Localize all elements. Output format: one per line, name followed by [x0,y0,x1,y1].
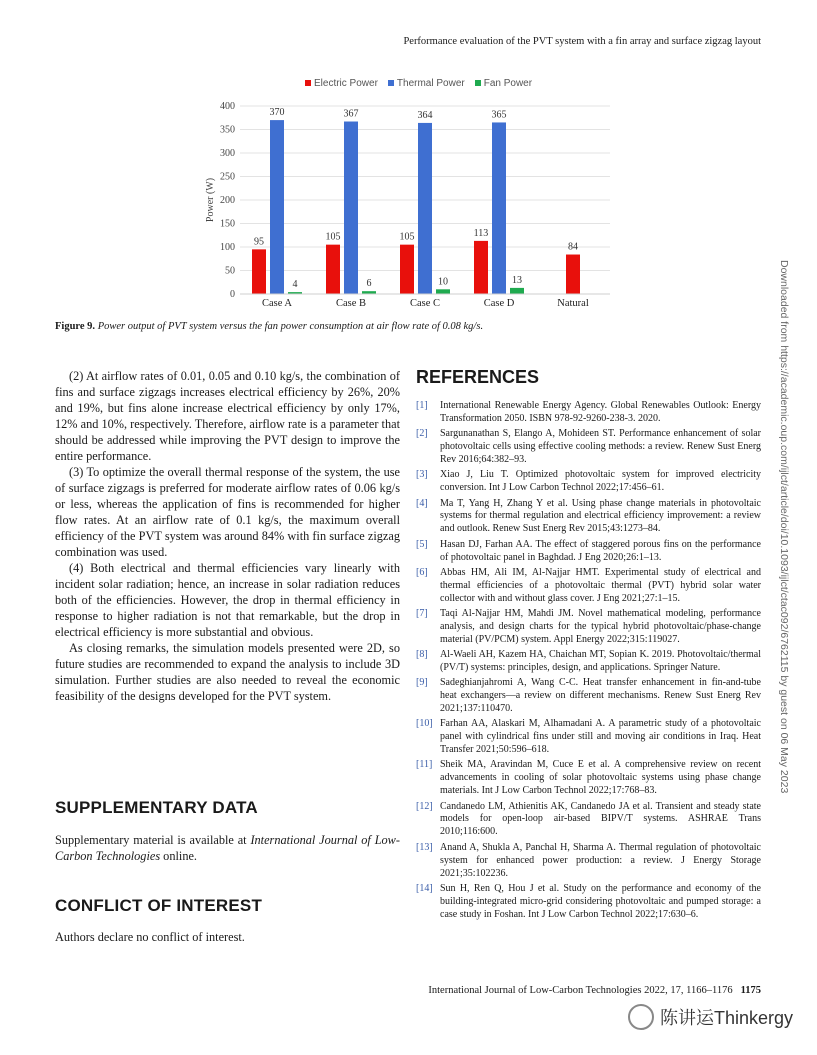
y-tick-label: 50 [225,265,235,277]
download-note: Downloaded from https://academic.oup.com/ijlct/article/doi/10.1093/ijlct/ctac092/6762115 by guest on 06 May 2023 [778,260,790,794]
page-number: 1175 [740,985,761,996]
y-tick-label: 200 [220,195,235,206]
figure-caption [55,321,483,332]
reference-number[interactable]: [3] [416,469,428,481]
reference-text: Sheik MA, Aravindan M, Cuce E et al. A comprehensive review on recent advancements in cooling of solar photovoltaic systems using phase change materials. Int J Low Carbon Technol 2022;17:768–83. [440,759,761,797]
reference-item [416,400,761,426]
conflict-heading: CONFLICT OF INTEREST [55,896,263,915]
data-label: 4 [292,279,298,291]
data-label: 370 [269,107,285,119]
legend-electric: Electric Power [305,78,378,89]
reference-number[interactable]: [5] [416,538,428,550]
reference-item [416,469,761,495]
reference-item [416,539,761,565]
watermark-text: 陈讲运Thinkergy [659,1008,793,1028]
reference-number[interactable]: [9] [416,677,428,689]
reference-item [416,608,761,647]
reference-item [416,759,761,798]
references-list [416,400,761,924]
figure-label: Figure 9. [55,321,96,332]
reference-text: International Renewable Energy Agency. Global Renewables Outlook: Energy Transformation 2050. ISBN 978-92-9260-238-3. 2020. [440,400,761,424]
y-tick-label: 400 [220,101,235,112]
y-tick-label: 150 [220,218,235,230]
data-label: 364 [417,109,433,121]
legend-thermal: Thermal Power [388,78,465,89]
data-label: 13 [512,274,522,286]
data-label: 10 [438,276,448,288]
journal-name: International Journal of Low-Carbon Technologies [55,833,400,863]
bar-electric-power [400,245,414,294]
reference-number[interactable]: [14] [416,882,433,894]
reference-text: Sun H, Ren Q, Hou J et al. Study on the performance and economy of the building-integrated micro-grid considering photovoltaic and pumped storage: a case study in Foshan. Int J Low Carbon Technol 2022;17:630–6. [440,882,761,920]
y-tick-label: 0 [230,289,235,300]
reference-text: Al-Waeli AH, Kazem HA, Chaichan MT, Sopian K. 2019. Photovoltaic/thermal (PV/T) systems: principles, design, and applications. Springer Nature. [440,649,761,673]
reference-number[interactable]: [12] [416,800,433,812]
reference-number[interactable]: [8] [416,649,428,661]
x-tick-label: Case B [335,298,367,309]
bar-fan-power [510,288,524,294]
bar-fan-power [436,289,450,294]
data-label: 367 [343,108,359,120]
reference-text: Sadeghianjahromi A, Wang C-C. Heat transfer enhancement in fin-and-tube heat exchangers—a review on different mechanisms. Renew Sust Energ Rev 2021;137:110470. [440,677,761,715]
body-paragraph: (2) At airflow rates of 0.01, 0.05 and 0.10 kg/s, the combination of fins and surface zigzags increases electrical efficiency by 26%, 20% and 19%, but fins alone increase electrical efficiency by only 17%, 12% and 10%, respectively. Therefore, airflow rate is a parameter that should be addressed while improving the PVT design to improve the entire performance. [55,369,400,463]
reference-item [416,883,761,922]
footer-citation: International Journal of Low-Carbon Technologies 2022, 17, 1166–1176 [428,985,733,996]
bar-thermal-power [344,122,358,294]
data-label: 6 [366,278,372,290]
data-label: 95 [254,236,264,248]
reference-text: Ma T, Yang H, Zhang Y et al. Using phase change materials in photovoltaic systems for thermal regulation and electrical efficiency improvement: a review and outlook. Renew Sust Energ Rev 2015;43:1273–84. [440,497,761,535]
data-label: 365 [491,109,507,121]
reference-item [416,649,761,675]
supplementary-text: Supplementary material is available at International Journal of Low-Carbon Technologies online. [55,833,400,863]
figure-caption-text: Power output of PVT system versus the fan power consumption at air flow rate of 0.08 kg/s. [97,321,484,332]
y-axis-label: Power (W) [205,177,216,223]
reference-text: Xiao J, Liu T. Optimized photovoltaic system for improved electricity conversion. Int J Low Carbon Technol 2022;17:456–61. [440,469,761,494]
bar-electric-power [474,241,488,294]
reference-text: Anand A, Shukla A, Panchal H, Sharma A. Thermal regulation of photovoltaic system for enhanced power production: a review. J Energy Storage 2021;35:102236. [440,841,761,879]
reference-item [416,718,761,757]
data-label: 105 [325,231,341,243]
reference-number[interactable]: [6] [416,566,428,578]
reference-number[interactable]: [4] [416,497,428,509]
bar-thermal-power [270,120,284,294]
bar-electric-power [566,255,580,294]
references-heading: REFERENCES [416,367,540,387]
wechat-icon [628,1004,654,1030]
y-tick-label: 350 [220,124,235,136]
reference-text: Abbas HM, Ali IM, Al-Najjar HMT. Experimental study of electrical and thermal efficiencies of a photovoltaic thermal (PVT) hybrid solar water collector with and without glass cover. J Eng 2021;27:1–15. [440,566,761,604]
reference-number[interactable]: [7] [416,607,428,619]
reference-text: Farhan AA, Alaskari M, Alhamadani A. A parametric study of a photovoltaic panel with cylindrical fins under still and moving air conditions in Iraq. Heat Transfer 2021;50:596–618. [440,718,761,756]
y-tick-label: 300 [220,148,235,159]
bar-electric-power [326,245,340,294]
reference-item [416,567,761,606]
reference-item [416,801,761,840]
bar-thermal-power [492,122,506,294]
conflict-text: Authors declare no conflict of interest. [55,930,245,944]
legend-fan: Fan Power [475,78,532,89]
watermark [628,1004,793,1030]
footer [428,985,761,996]
supplementary-heading: SUPPLEMENTARY DATA [55,798,258,817]
running-head: Performance evaluation of the PVT system with a fin array and surface zigzag layout [403,36,761,47]
bar-electric-power [252,249,266,294]
x-tick-label: Natural [557,298,589,309]
x-tick-label: Case C [409,298,441,309]
x-tick-label: Case A [261,298,293,309]
data-label: 105 [399,231,415,243]
data-label: 113 [473,227,489,239]
reference-number[interactable]: [2] [416,428,428,440]
reference-item [416,677,761,716]
data-label: 84 [568,241,578,253]
conclusions-text [55,368,400,704]
chart-legend [305,78,532,89]
reference-item [416,428,761,467]
power-bar-chart [200,92,620,312]
reference-item [416,498,761,537]
reference-text: Sargunanathan S, Elango A, Mohideen ST. Performance enhancement of solar photovoltaic cells using effective cooling methods: a review. Renew Sust Energ Rev 2016;64:382–93. [440,428,761,466]
reference-number[interactable]: [10] [416,718,433,730]
reference-number[interactable]: [1] [416,400,428,411]
x-tick-label: Case D [483,298,515,309]
reference-text: Hasan DJ, Farhan AA. The effect of staggered porous fins on the performance of photovoltaic panel in Baghdad. J Eng 2020;26:1–13. [440,538,761,563]
body-paragraph: As closing remarks, the simulation models presented were 2D, so future studies are recommended to expand the analysis to include 3D simulation. Further studies are also needed to reveal the economic feasibility of the designs developed for the PVT system. [55,641,400,703]
body-paragraph: (3) To optimize the overall thermal response of the system, the use of surface zigzags is preferred for moderate airflow rates of 0.06 kg/s or less, whereas the application of fins is recommended for higher flow rates. At an airflow rate of 0.1 kg/s, the maximum overall efficiency of the PVT system was around 84% with fin surface zigzag combination was used. [55,465,400,559]
reference-item [416,842,761,881]
reference-text: Taqi Al-Najjar HM, Mahdi JM. Novel mathematical modeling, performance analysis, and design charts for the typical hybrid photovoltaic/phase-change material (PV/PCM) system. Appl Energy 2022;315:119027. [440,607,761,645]
body-paragraph: (4) Both electrical and thermal efficiencies vary linearly with incident solar radiation; hence, an increase in solar radiation reduces both of the efficiencies. However, the drop in thermal efficiency in response to higher radiation is not that remarkable, but the drop in electrical efficiency is more substantial and obvious. [55,561,400,639]
reference-number[interactable]: [13] [416,841,433,853]
y-tick-label: 100 [220,242,235,253]
reference-text: Candanedo LM, Athienitis AK, Candanedo JA et al. Transient and steady state models for open-loop air-based BIPV/T systems. ASHRAE Trans 2010;116:600. [440,800,761,838]
bar-thermal-power [418,123,432,294]
y-tick-label: 250 [220,171,235,183]
reference-number[interactable]: [11] [416,759,433,771]
